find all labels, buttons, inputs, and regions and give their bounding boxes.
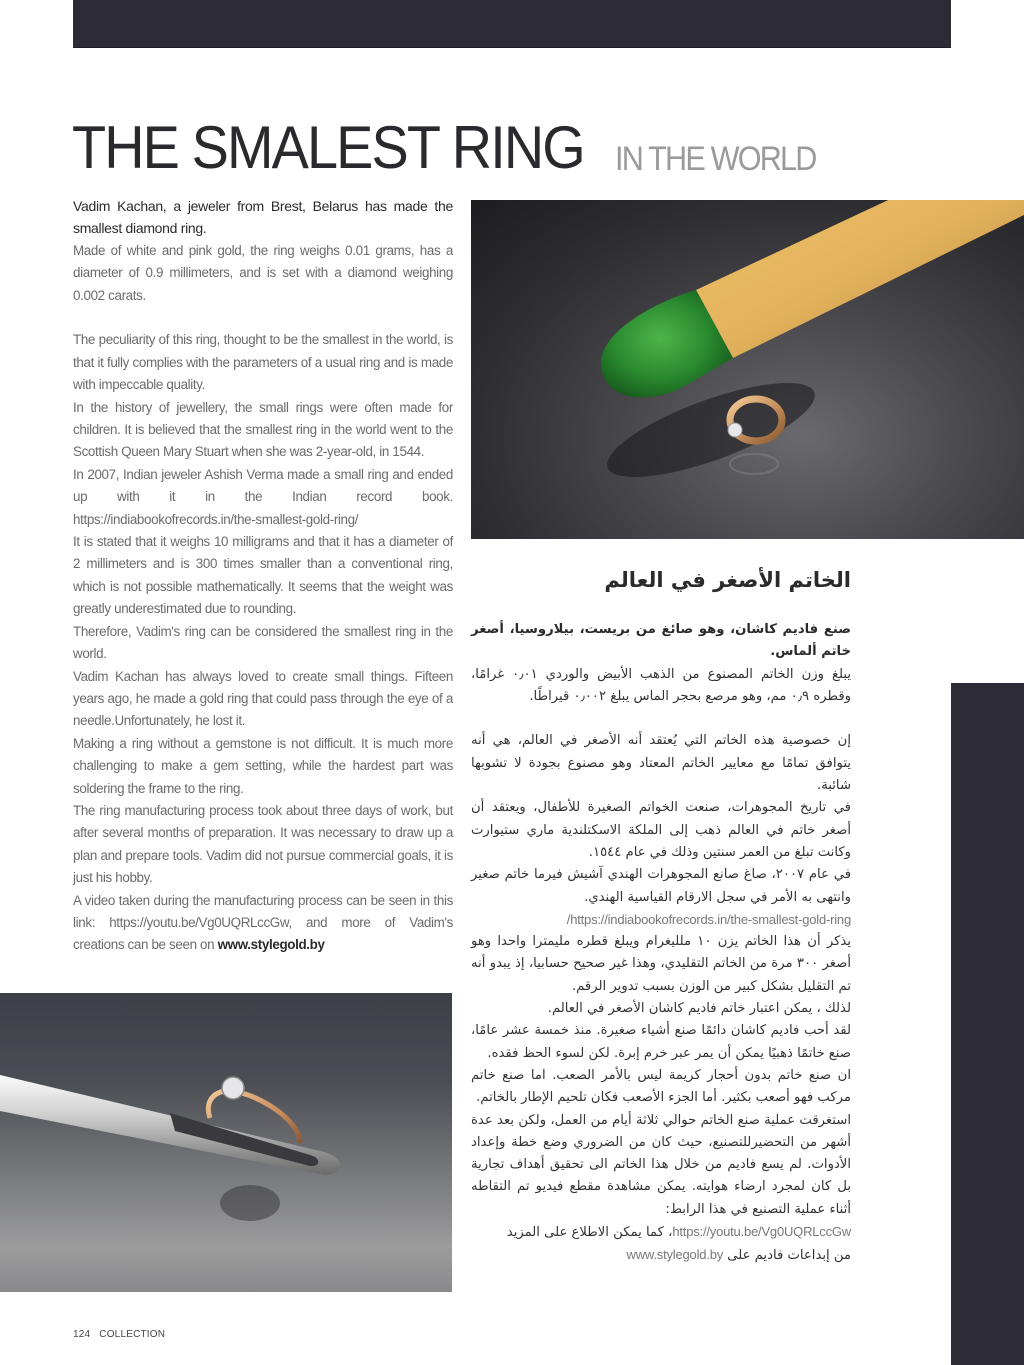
arabic-paragraph: إن خصوصية هذه الخاتم التي يُعتقد أنه الأصغر في العالم، هي أنه يتوافق تمامًا مع معايير الخاتم المعتاد وهو مصنوع بجودة لا تشوبها شائبة.: [471, 733, 851, 794]
arabic-paragraph: في تاريخ المجوهرات، صنعت الخواتم الصغيرة للأطفال، ويعتقد أن أصغر خاتم في العالم ذهب إلى الملكة الاسكتلندية ماري ستيوارت وكانت تبلغ من العمر سنتين وذلك في عام ١٥٤٤.: [471, 800, 851, 860]
top-decorative-bar: [73, 0, 951, 48]
arabic-video-suffix: ، كما يمكن الاطلاع على المزيد: [506, 1225, 673, 1241]
article-headline: [72, 114, 816, 181]
english-paragraph: Vadim Kachan has always loved to create small things. Fifteen years ago, he made a gold ring that could pass through the eye of a needle.Unfortunately, he lost it.: [73, 668, 453, 729]
arabic-lead: صنع فاديم كاشان، وهو صائغ من بريست، بيلاروسيا، أصغر خاتم ألماس.: [471, 622, 851, 660]
matchstick-icon: [696, 200, 1024, 358]
arabic-paragraph: استغرقت عملية صنع الخاتم حوالي ثلاثة أيام من العمل، ولكن بعد عدة أشهر من التحضيرللتصنيع، حيث كان من الضروري وضع خطة وإعداد الأدوات. لم يسع فاديم من خلال هذا الخاتم الى تحقيق أهداف تجارية بل كان لمجرد ارضاء هوايته. يمكن مشاهدة مقطع فيديو تم التقاطه أثناء عملية التصنيع في هذا الرابط:: [471, 1112, 851, 1217]
arabic-closing-prefix: من إبداعات فاديم على: [723, 1248, 851, 1264]
english-paragraph: It is stated that it weighs 10 milligrams and that it has a diameter of 2 millimeters and is 300 times smaller than a conventional ring, which is not possible mathematically. It seems that the weight was greatly underestimated due to rounding.: [73, 534, 453, 617]
headline-sub: IN THE WORLD: [615, 140, 816, 178]
english-paragraph: In the history of jewellery, the small rings were often made for children. It is believed that the smallest ring in the world went to the Scottish Queen Mary Stuart when she was 2-year-old, in 1544.: [73, 399, 453, 460]
arabic-title: الخاتم الأصغر في العالم: [604, 568, 851, 592]
arabic-paragraph: يذكر أن هذا الخاتم يزن ١٠ ملليغرام ويبلغ قطره مليمترا واحدا وهو أصغر ٣٠٠ مرة من الخاتم التقليدي، وهذا غير صحيح حسابيا، إذ يبدو أنه تم التقليل بشكل كبير من الوزن بسبب تدوير الرقم.: [471, 934, 851, 994]
page-footer: [73, 1329, 165, 1340]
match-ring-illustration: [471, 200, 1024, 539]
arabic-paragraph: لذلك ، يمكن اعتبار خاتم فاديم كاشان الأصغر في العالم.: [547, 1001, 851, 1017]
page-number: 124: [73, 1329, 91, 1340]
website-link[interactable]: www.stylegold.by: [217, 937, 325, 953]
photo-ring-beside-match: [471, 200, 1024, 539]
needle-ring-illustration: [0, 993, 452, 1292]
arabic-article-column: [471, 565, 851, 1268]
website-link[interactable]: www.stylegold.by: [626, 1247, 724, 1263]
english-paragraph: The ring manufacturing process took about three days of work, but after several months of preparation. It was necessary to draw up a plan and prepare tools. Vadim did not pursue commercial goals, it is just his hobby.: [73, 802, 453, 886]
side-decorative-bar: [951, 683, 1024, 1365]
english-paragraph: The peculiarity of this ring, thought to be the smallest in the world, is that it fully complies with the parameters of a usual ring and is made with impeccable quality.: [73, 332, 453, 393]
arabic-paragraph: في عام ٢٠٠٧، صاغ صانع المجوهرات الهندي آشيش فيرما خاتم صغير وانتهى به الأمر في سجل الارقام القياسية الهندي.: [471, 867, 851, 905]
arabic-paragraph: يبلغ وزن الخاتم المصنوع من الذهب الأبيض والوردي ٠٫٠١ غرامًا، وقطره ٠٫٩ مم، وهو مرصع بحجر الماس يبلغ ٠٫٠٠٢ قيراطًا.: [471, 666, 851, 704]
arabic-paragraph: ان صنع خاتم بدون أحجار كريمة ليس بالأمر الصعب. اما صنع خاتم مركب فهو أصعب بكثير. أما الجزء الأصعب فكان تلحيم الإطار بالخاتم.: [471, 1067, 851, 1106]
english-lead: Vadim Kachan, a jeweler from Brest, Belarus has made the smallest diamond ring.: [73, 198, 453, 237]
english-paragraph: In 2007, Indian jeweler Ashish Verma made a small ring and ended up with it in the Indian record book. https://indiabookofrecords.in/the-smallest-gold-ring/: [73, 466, 453, 527]
arabic-video-line: [471, 1221, 851, 1244]
video-link[interactable]: https://youtu.be/Vg0UQRLccGw: [672, 1224, 851, 1240]
photo-ring-on-needle: [0, 993, 452, 1292]
arabic-closing-line: [471, 1244, 851, 1267]
english-closing-text: A video taken during the manufacturing process can be seen in this link: https://youtu.be/Vg0UQRLccGw, and more of Vadim's creations can be seen on: [73, 892, 453, 953]
english-paragraph: Making a ring without a gemstone is not difficult. It is much more challenging to make a gem setting, while the hardest part was soldering the frame to the ring.: [73, 735, 453, 796]
english-paragraph: Therefore, Vadim's ring can be considered the smallest ring in the world.: [73, 623, 453, 662]
arabic-paragraph: لقد أحب فاديم كاشان دائمًا صنع أشياء صغيرة. منذ خمسة عشر عامًا، صنع خاتمًا ذهبيًا يمكن أن يمر عبر خرم إبرة. لكن لسوء الحظ فقده.: [471, 1023, 851, 1061]
diamond-icon: [222, 1077, 244, 1099]
magazine-section: COLLECTION: [99, 1329, 166, 1340]
headline-main: THE SMALEST RING: [72, 114, 584, 181]
english-closing-paragraph: [73, 890, 453, 957]
english-article-column: [73, 195, 453, 957]
english-paragraph: Made of white and pink gold, the ring weighs 0.01 grams, has a diameter of 0.9 millimeters, and is set with a diamond weighing 0.002 carats.: [73, 242, 453, 303]
record-book-link[interactable]: /https://indiabookofrecords.in/the-smallest-gold-ring: [566, 911, 851, 927]
